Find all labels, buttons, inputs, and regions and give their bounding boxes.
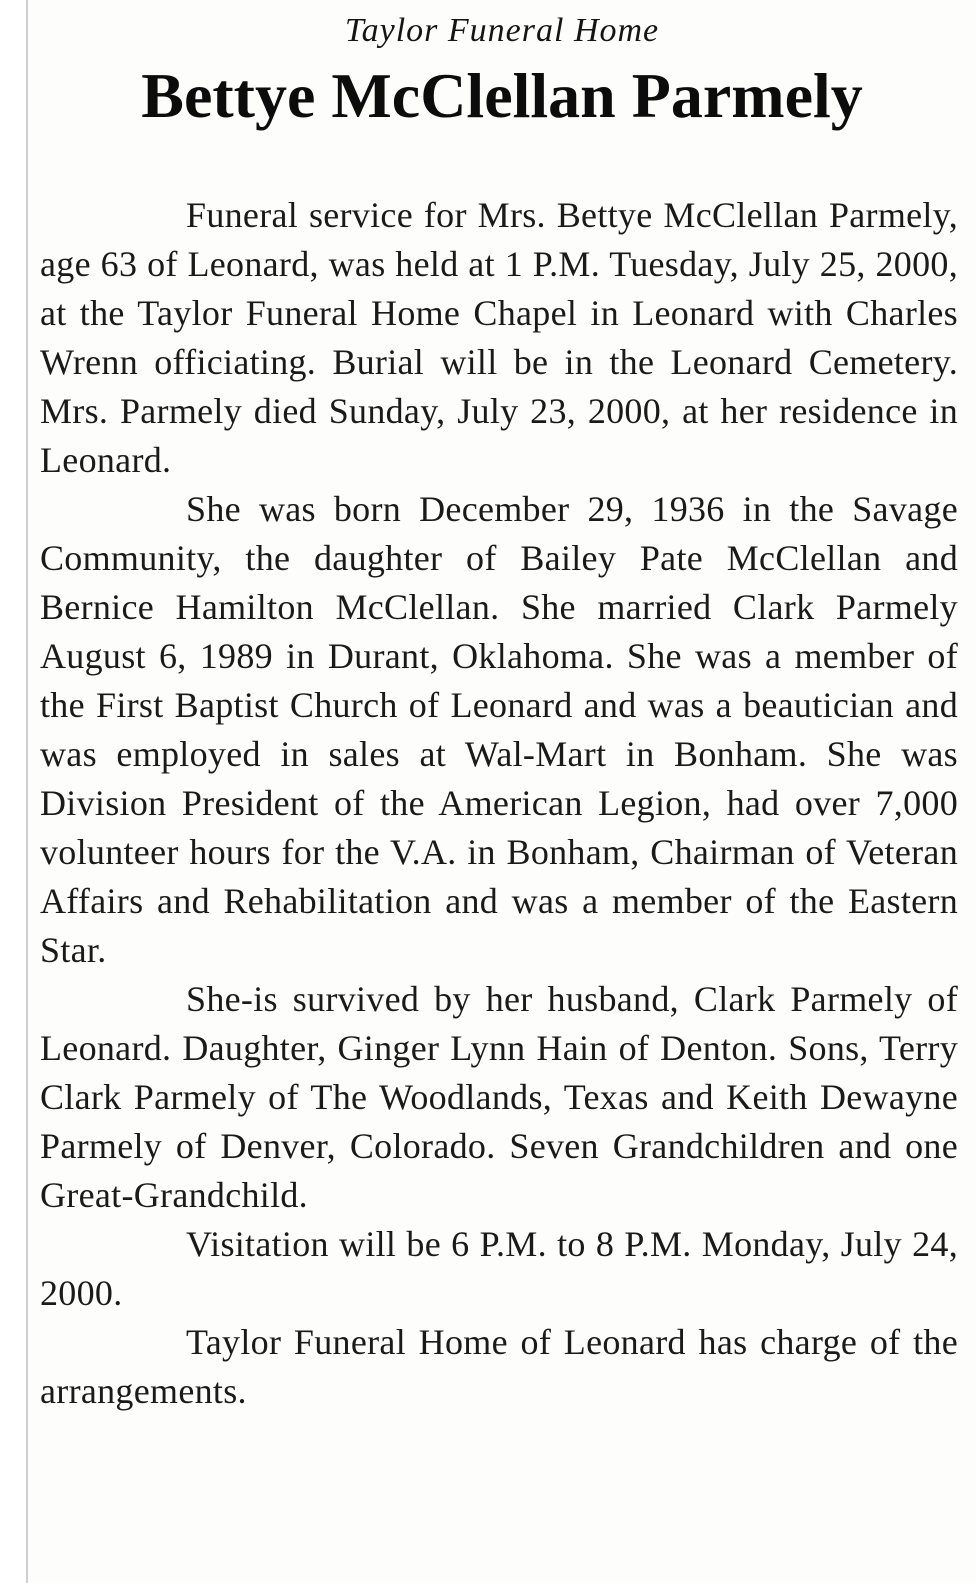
- funeral-home-kicker: Taylor Funeral Home: [344, 12, 660, 49]
- paragraph-survivors: She-is survived by her husband, Clark Parmely of Leonard. Daughter, Ginger Lynn Hain of Denton. Sons, Terry Clark Parmely of The Woodlands, Texas and Keith Dewayne Parmely of Denver, Colorado. Seven Grandchildren and one Great-Grandchild.: [40, 979, 958, 1215]
- paragraph-arrangements: Taylor Funeral Home of Leonard has charge of the arrangements.: [40, 1322, 958, 1411]
- paragraph-visitation: Visitation will be 6 P.M. to 8 P.M. Monday, July 24, 2000.: [40, 1224, 958, 1313]
- obituary-headline: Bettye McClellan Parmely: [141, 60, 863, 131]
- paragraph-service: Funeral service for Mrs. Bettye McClellan Parmely, age 63 of Leonard, was held at 1 P.M. Tuesday, July 25, 2000, at the Taylor Funeral Home Chapel in Leonard with Charles Wrenn officiating. Burial will be in the Leonard Cemetery. Mrs. Parmely died Sunday, July 23, 2000, at her residence in Leonard.: [40, 195, 958, 480]
- paragraph-biography: She was born December 29, 1936 in the Savage Community, the daughter of Bailey Pate McClellan and Bernice Hamilton McClellan. She married Clark Parmely August 6, 1989 in Durant, Oklahoma. She was a member of the First Baptist Church of Leonard and was a beautician and was employed in sales at Wal-Mart in Bonham. She was Division President of the American Legion, had over 7,000 volunteer hours for the V.A. in Bonham, Chairman of Veteran Affairs and Rehabilitation and was a member of the Eastern Star.: [40, 489, 958, 970]
- obituary-body: [40, 191, 958, 1416]
- obituary-clipping: [26, 0, 976, 1583]
